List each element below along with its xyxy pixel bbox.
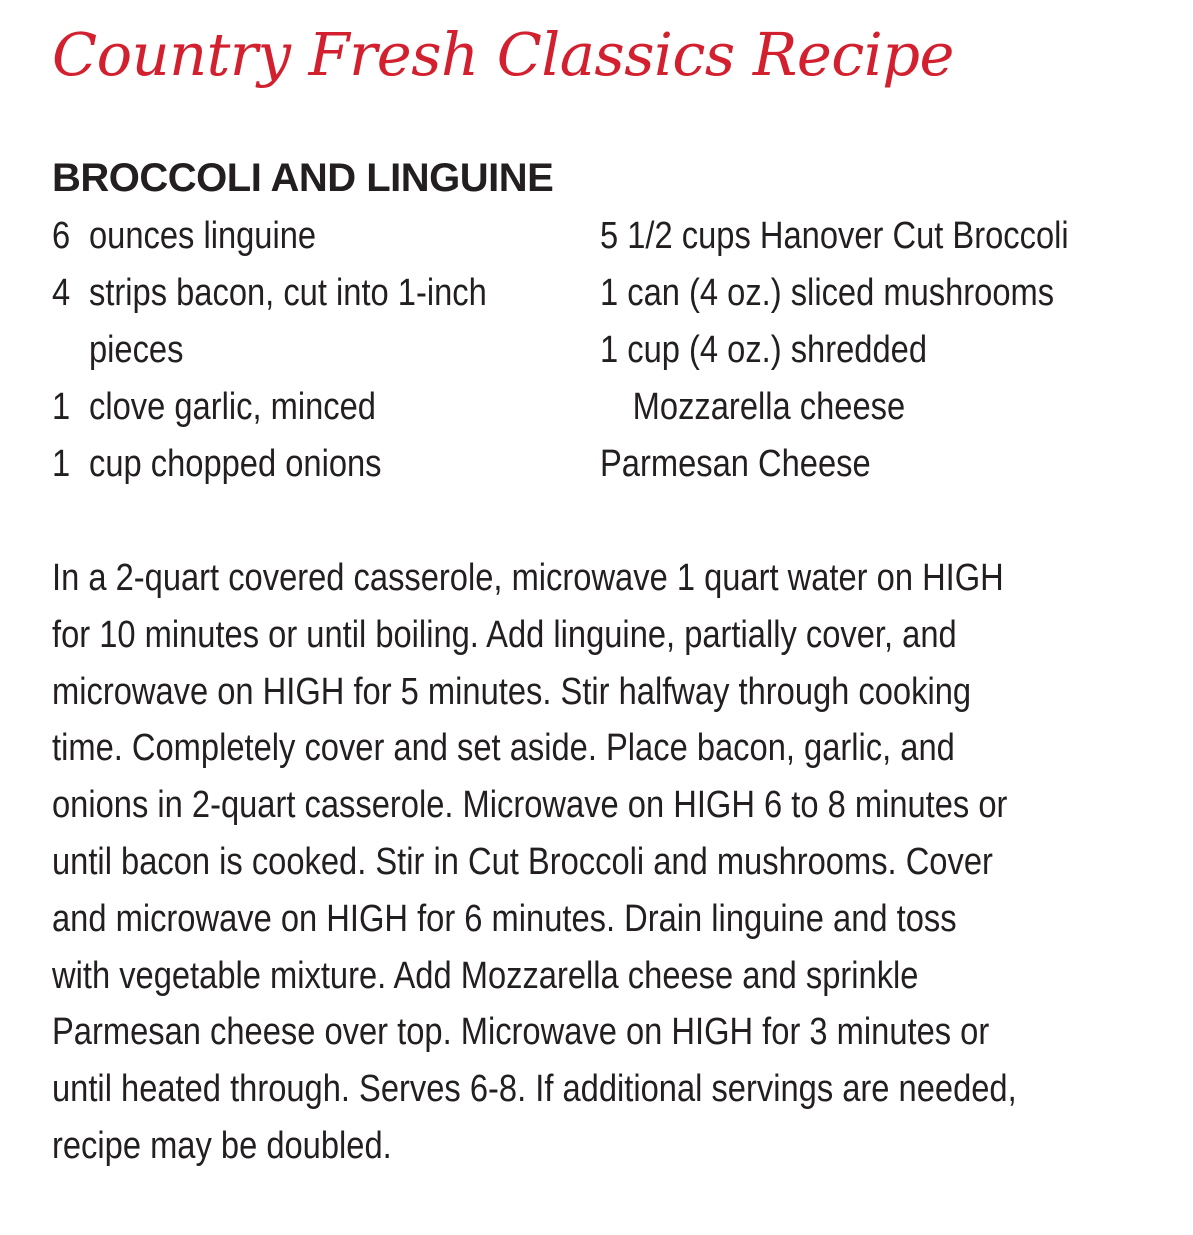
recipe-title: BROCCOLI AND LINGUINE xyxy=(52,156,554,200)
ingredient-text: 1 cup (4 oz.) shredded xyxy=(600,329,928,371)
ingredient-continuation: Mozzarella cheese xyxy=(632,386,906,428)
directions-line: recipe may be doubled. xyxy=(52,1124,392,1167)
ingredient-item xyxy=(52,265,487,379)
ingredient-text: ounces linguine xyxy=(88,215,317,257)
ingredient-item xyxy=(600,436,1069,493)
ingredient-item xyxy=(52,436,487,493)
directions-line: for 10 minutes or until boiling. Add linguine, partially cover, and xyxy=(52,613,957,656)
directions-line: until bacon is cooked. Stir in Cut Broccoli and mushrooms. Cover xyxy=(52,840,993,883)
ingredient-list-left xyxy=(52,208,487,493)
ingredient-text: clove garlic, minced xyxy=(88,386,376,428)
directions-line: onions in 2-quart casserole. Microwave on HIGH 6 to 8 minutes or xyxy=(52,784,1008,827)
ingredient-list-right xyxy=(600,208,1069,493)
ingredient-text: 1 can (4 oz.) sliced mushrooms xyxy=(600,272,1055,314)
directions-line: Parmesan cheese over top. Microwave on HIGH for 3 minutes or xyxy=(52,1011,990,1054)
ingredient-text: strips bacon, cut into 1-inch xyxy=(88,272,487,314)
directions-line: microwave on HIGH for 5 minutes. Stir halfway through cooking xyxy=(52,670,972,713)
ingredient-item xyxy=(600,208,1069,265)
ingredient-text: cup chopped onions xyxy=(88,443,382,485)
ingredient-quantity: 6 xyxy=(52,215,71,257)
directions-paragraph xyxy=(52,550,1136,1175)
ingredient-text: Parmesan Cheese xyxy=(600,443,871,485)
ingredient-continuation: pieces xyxy=(88,329,184,371)
ingredient-item xyxy=(600,322,1069,436)
directions-line: In a 2-quart covered casserole, microwave 1 quart water on HIGH xyxy=(52,557,1004,599)
banner-title: Country Fresh Classics Recipe xyxy=(52,20,954,89)
ingredient-quantity: 4 xyxy=(52,272,71,314)
ingredient-quantity: 1 xyxy=(52,386,71,428)
directions-line: with vegetable mixture. Add Mozzarella cheese and sprinkle xyxy=(52,954,919,997)
directions-line: until heated through. Serves 6-8. If additional servings are needed, xyxy=(52,1068,1017,1111)
ingredient-item xyxy=(52,208,487,265)
directions-line: time. Completely cover and set aside. Place bacon, garlic, and xyxy=(52,727,955,770)
ingredient-text: 5 1/2 cups Hanover Cut Broccoli xyxy=(600,215,1069,257)
ingredient-item xyxy=(52,379,487,436)
ingredient-quantity: 1 xyxy=(52,443,71,485)
directions-line: and microwave on HIGH for 6 minutes. Drain linguine and toss xyxy=(52,897,957,940)
ingredient-item xyxy=(600,265,1069,322)
